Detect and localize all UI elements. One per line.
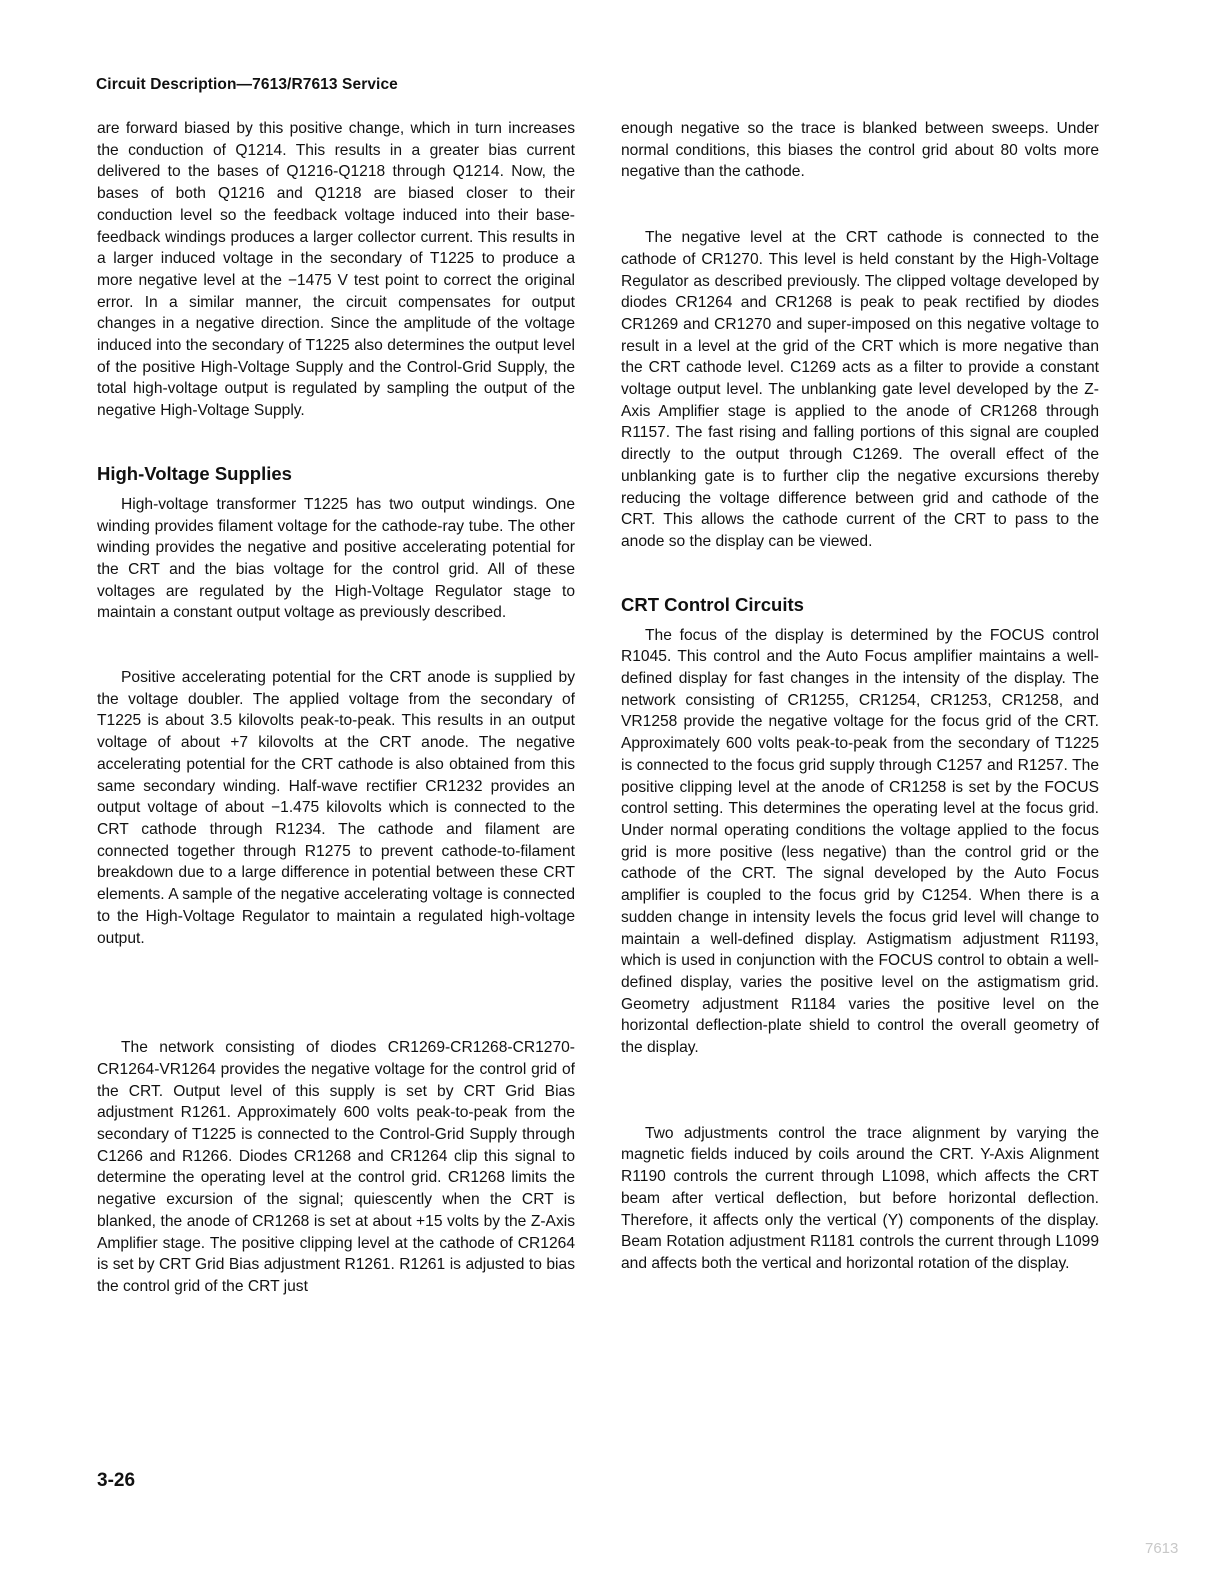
paragraph-left-1: are forward biased by this positive change, which in turn increases the conduction of Q1214. This results in a greater bias current delivered to the bases of Q1216-Q1218 through Q1214. Now, the bases of both Q1216 and Q1218 are biased closer to their conduction level so the feedback voltage induced into their base-feedback windings produces a larger collector current. This results in a larger induced voltage in the secondary of T1225 to produce a more negative level at the −1475 V test point to correct the original error. In a similar manner, the circuit compensates for output changes in a negative direction. Since the amplitude of the voltage induced into the secondary of T1225 also determines the output level of the positive High-Voltage Supply and the Control-Grid Supply, the total high-voltage output is regulated by sampling the output of the negative High-Voltage Supply. (97, 120, 575, 420)
watermark-text: 7613 (1145, 1540, 1179, 1557)
paragraph-left-3: Positive accelerating potential for the CRT anode is supplied by the voltage doubler. The applied voltage from the secondary of T1225 is about 3.5 kilovolts peak-to-peak. This results in an output voltage of about +7 kilovolts at the CRT anode. The negative accelerating potential for the CRT cathode is also obtained from this same secondary winding. Half-wave rectifier CR1232 provides an output voltage of about −1.475 kilovolts which is connected to the CRT cathode through R1234. The cathode and filament are connected together through R1275 to prevent cathode-to-filament breakdown due to a large difference in potential between these CRT elements. A sample of the negative accelerating voltage is connected to the High-Voltage Regulator to maintain a regulated high-voltage output. (97, 669, 575, 947)
paragraph-left-2: High-voltage transformer T1225 has two output windings. One winding provides filament voltage for the cathode-ray tube. The other winding provides the negative and positive accelerating potential for the CRT and the bias voltage for the control grid. All of these voltages are regulated by the High-Voltage Regulator stage to maintain a constant output voltage as previously described. (97, 495, 575, 622)
section-heading-high-voltage-supplies: High-Voltage Supplies (97, 462, 292, 484)
paragraph-right-3: The focus of the display is determined by the FOCUS control R1045. This control and the Auto Focus amplifier maintains a well-defined display for fast changes in the intensity of the display. The network consisting of CR1255, CR1254, CR1253, CR1258, and VR1258 provide the negative voltage for the focus grid of the CRT. Approximately 600 volts peak-to-peak from the secondary of T1225 is connected to the focus grid supply through C1257 and R1257. The positive clipping level at the anode of CR1258 is set by the FOCUS control setting. This determines the operating level at the focus grid. Under normal operating conditions the voltage applied to the focus grid is more positive (less negative) than the control grid or the cathode of the CRT. The signal developed by the Auto Focus amplifier is coupled to the focus grid by C1254. When there is a sudden change in intensity levels the focus grid level will change to maintain a well-defined display. Astigmatism adjustment R1193, which is used in conjunction with the FOCUS control to obtain a well-defined display, varies the positive level on the astigmatism grid. Geometry adjustment R1184 varies the positive level on the horizontal deflection-plate shield to control the overall geometry of the display. (621, 626, 1099, 1057)
paragraph-left-4: The network consisting of diodes CR1269-CR1268-CR1270-CR1264-VR1264 provides the negative voltage for the control grid of the CRT. Output level of this supply is set by CRT Grid Bias adjustment R1261. Approximately 600 volts peak-to-peak from the secondary of T1225 is connected to the Control-Grid Supply through C1266 and R1266. Diodes CR1268 and CR1264 clip this signal to determine the operating level at the control grid. CR1268 limits the negative excursion of the signal; quiescently when the CRT is blanked, the anode of CR1268 is set at about +15 volts by the Z-Axis Amplifier stage. The positive clipping level at the cathode of CR1264 is set by CRT Grid Bias adjustment R1261. R1261 is adjusted to bias the control grid of the CRT just (97, 1039, 575, 1295)
page-number: 3-26 (97, 1470, 136, 1491)
right-column (621, 118, 1099, 1275)
paragraph-right-1: enough negative so the trace is blanked between sweeps. Under normal conditions, this biases the control grid about 80 volts more negative than the cathode. (621, 120, 1099, 181)
section-heading-crt-control-circuits: CRT Control Circuits (621, 593, 804, 615)
paragraph-right-2: The negative level at the CRT cathode is connected to the cathode of CR1270. This level is held constant by the High-Voltage Regulator as described previously. The clipped voltage developed by diodes CR1264 and CR1268 is peak to peak rectified by diodes CR1269 and CR1270 and super-imposed on this negative voltage to result in a level at the grid of the CRT which is more negative than the CRT cathode level. C1269 acts as a filter to provide a constant voltage output level. The unblanking gate level developed by the Z-Axis Amplifier stage is applied to the anode of CR1268 through R1157. The fast rising and falling portions of this signal are coupled directly to the output through C1269. The overall effect of the unblanking gate is to further clip the negative excursions thereby reducing the voltage difference between grid and cathode of the CRT. This allows the cathode current of the CRT to pass to the anode so the display can be viewed. (621, 229, 1099, 550)
page-header: Circuit Description—7613/R7613 Service (96, 76, 398, 93)
paragraph-right-4: Two adjustments control the trace alignment by varying the magnetic fields induced by coils around the CRT. Y-Axis Alignment R1190 controls the current through L1098, which affects the CRT beam after vertical deflection, but before horizontal deflection. Therefore, it affects only the vertical (Y) components of the display. Beam Rotation adjustment R1181 controls the current through L1099 and affects both the vertical and horizontal rotation of the display. (621, 1124, 1099, 1272)
left-column (97, 118, 575, 1298)
